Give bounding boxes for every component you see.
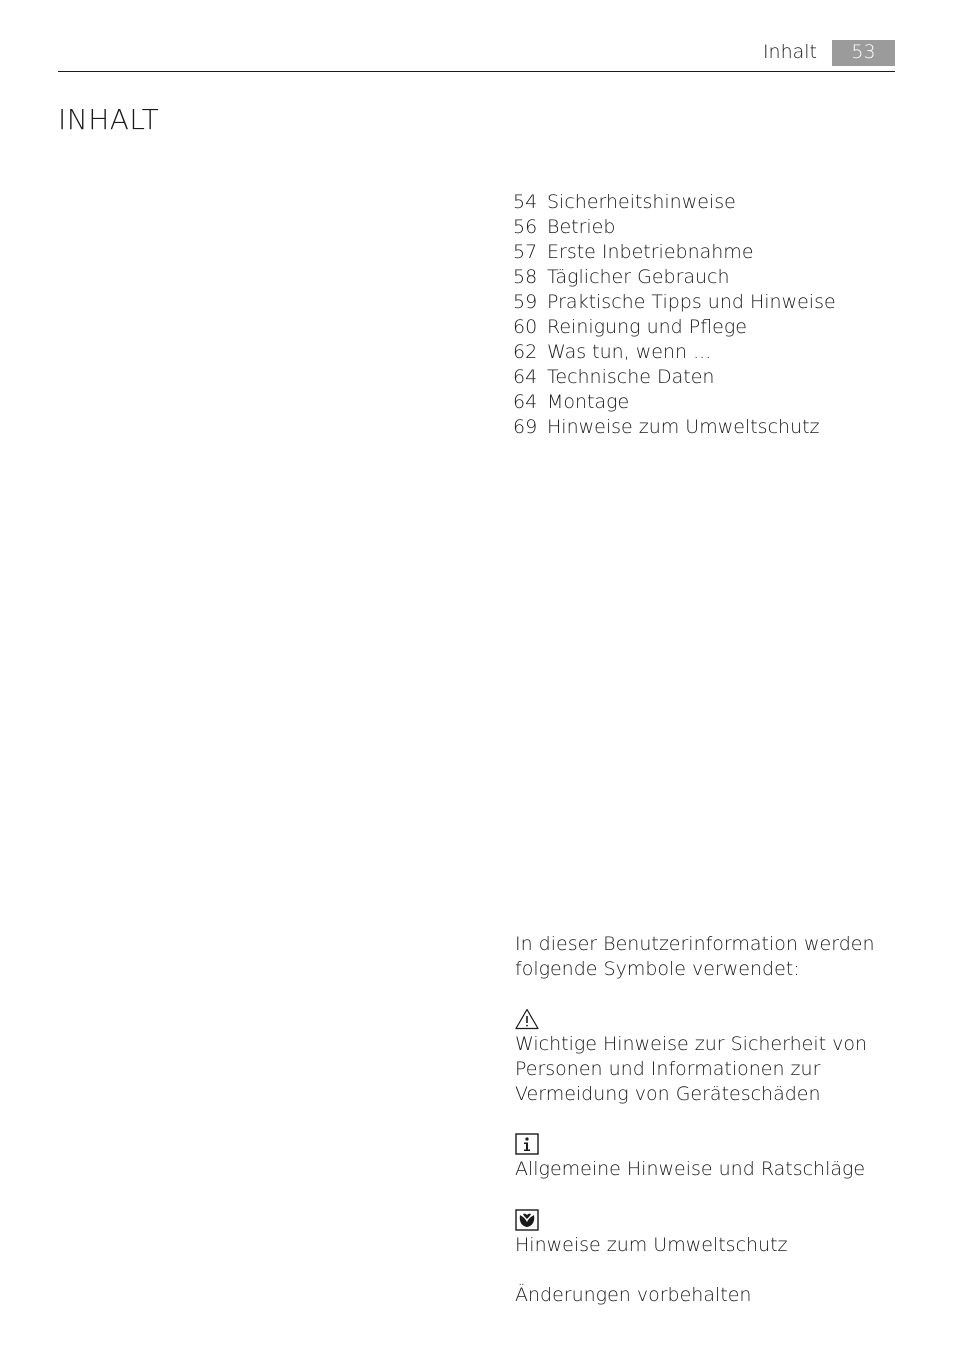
toc-page-number: 62 [513, 341, 538, 363]
symbol-warning [515, 1008, 895, 1107]
symbol-warning-text: Wichtige Hinweise zur Sicherheit von Personen und Informationen zur Vermeidung von Geräteschäden [515, 1033, 868, 1105]
toc-entry[interactable] [513, 315, 836, 340]
toc-entry[interactable] [513, 365, 836, 390]
warning-triangle-icon [515, 1008, 539, 1030]
symbols-intro: In dieser Benutzerinformation werden folgende Symbole verwendet: [515, 933, 875, 980]
info-icon [515, 1133, 539, 1155]
toc-page-number: 69 [513, 416, 538, 438]
toc-entry[interactable] [513, 290, 836, 315]
running-section-title: Inhalt [762, 41, 817, 63]
toc-entry[interactable] [513, 240, 836, 265]
toc-page-number: 64 [513, 391, 538, 413]
environment-icon [515, 1209, 539, 1231]
toc-title: Was tun, wenn ... [547, 341, 712, 363]
toc-entry[interactable] [513, 190, 836, 215]
page-title: INHALT [58, 103, 160, 136]
toc-title: Hinweise zum Umweltschutz [547, 416, 820, 438]
toc-entry[interactable] [513, 265, 836, 290]
symbol-environment [515, 1209, 895, 1258]
toc-title: Technische Daten [547, 366, 715, 388]
toc-entry[interactable] [513, 215, 836, 240]
table-of-contents [513, 190, 836, 440]
toc-title: Sicherheitshinweise [547, 191, 736, 213]
toc-page-number: 54 [513, 191, 538, 213]
toc-title: Montage [547, 391, 630, 413]
footer-note: Änderungen vorbehalten [515, 1284, 752, 1306]
symbol-environment-text: Hinweise zum Umweltschutz [515, 1234, 788, 1256]
toc-page-number: 57 [513, 241, 538, 263]
toc-title: Täglicher Gebrauch [547, 266, 730, 288]
toc-page-number: 59 [513, 291, 538, 313]
toc-title: Betrieb [547, 216, 616, 238]
toc-entry[interactable] [513, 340, 836, 365]
toc-page-number: 64 [513, 366, 538, 388]
symbol-info-text: Allgemeine Hinweise und Ratschläge [515, 1158, 866, 1180]
toc-entry[interactable] [513, 390, 836, 415]
toc-page-number: 56 [513, 216, 538, 238]
page-number: 53 [832, 40, 895, 66]
toc-title: Reinigung und Pflege [547, 316, 747, 338]
toc-entry[interactable] [513, 415, 836, 440]
toc-title: Erste Inbetriebnahme [547, 241, 754, 263]
toc-page-number: 58 [513, 266, 538, 288]
running-header [58, 40, 895, 72]
toc-page-number: 60 [513, 316, 538, 338]
symbol-info [515, 1133, 895, 1182]
toc-title: Praktische Tipps und Hinweise [547, 291, 836, 313]
